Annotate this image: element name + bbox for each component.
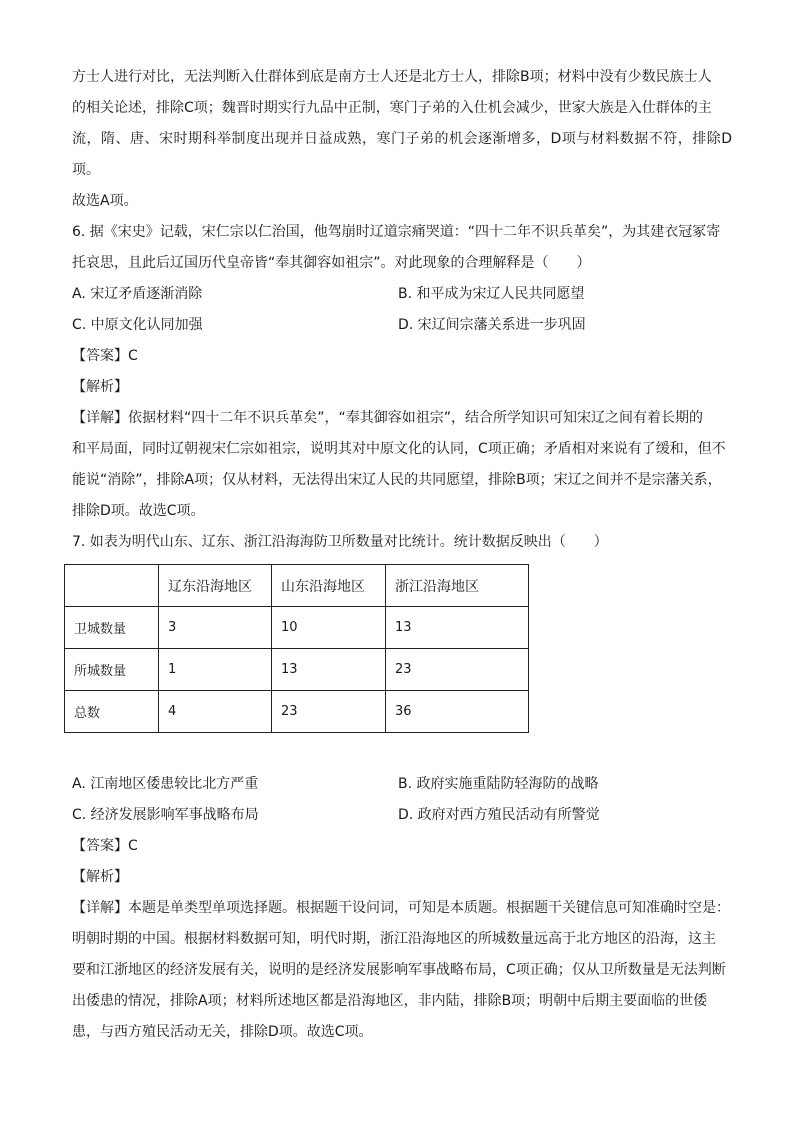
option-a: A. 宋辽矛盾逐渐消除 — [72, 286, 203, 302]
answer-line: 【答案】C — [72, 348, 138, 364]
table-cell: 所城数量 — [65, 649, 159, 691]
table-cell: 1 — [159, 649, 272, 691]
detail-line: 明朝时期的中国。根据材料数据可知，明代时期，浙江沿海地区的所城数量远高于北方地区的沿海，这主 — [72, 931, 716, 947]
text-line: 方士人进行对比，无法判断入仕群体到底是南方士人还是北方士人，排除B项；材料中没有少数民族士人 — [72, 69, 712, 85]
option-b: B. 政府实施重陆防轻海防的战略 — [398, 776, 599, 792]
table-cell: 卫城数量 — [65, 607, 159, 649]
option-b: B. 和平成为宋辽人民共同愿望 — [398, 286, 585, 302]
table-cell: 10 — [272, 607, 386, 649]
detail-line: 患，与西方殖民活动无关，排除D项。故选C项。 — [72, 1024, 373, 1040]
detail-line: 【详解】依据材料“四十二年不识兵革矣”，“奉其御容如祖宗”，结合所学知识可知宋辽之间有着长期的 — [72, 410, 704, 426]
table-cell: 4 — [159, 691, 272, 733]
options-row — [72, 800, 732, 831]
option-c: C. 中原文化认同加强 — [72, 317, 203, 333]
table-cell: 13 — [272, 649, 386, 691]
question-stem-line: 托哀思，且此后辽国历代皇帝皆“奉其御容如祖宗”。对此现象的合理解释是（ ） — [72, 255, 591, 271]
table-cell: 23 — [386, 649, 529, 691]
option-d: D. 政府对西方殖民活动有所警觉 — [398, 807, 600, 823]
table-cell: 36 — [386, 691, 529, 733]
option-a: A. 江南地区倭患较比北方严重 — [72, 776, 259, 792]
detail-line: 【详解】本题是单类型单项选择题。根据题干设问词，可知是本质题。根据题干关键信息可知准确时空是： — [72, 900, 730, 916]
detail-line: 出倭患的情况，排除A项；材料所述地区都是沿海地区，非内陆，排除B项；明朝中后期主要面临的世倭 — [72, 993, 708, 1009]
text-line: 流，隋、唐、宋时期科举制度出现并日益成熟，寒门子弟的机会逐渐增多，D项与材料数据不符，排除D项。 — [72, 131, 732, 178]
detail-line: 排除D项。故选C项。 — [72, 503, 205, 519]
table-cell: 总数 — [65, 691, 159, 733]
options-row — [72, 279, 732, 310]
question-stem-line: 6. 据《宋史》记载，宋仁宗以仁治国，他驾崩时辽道宗痛哭道：“四十二年不识兵革矣”，为其建衣冠冢寄 — [72, 224, 721, 240]
question-7 — [72, 527, 732, 1048]
detail-line: 能说“消除”，排除A项；仅从材料，无法得出宋辽人民的共同愿望，排除B项；宋辽之间并不是宗藩关系， — [72, 472, 722, 488]
table-cell: 23 — [272, 691, 386, 733]
table-header-row — [65, 565, 529, 607]
question-stem-line: 7. 如表为明代山东、辽东、浙江沿海海防卫所数量对比统计。统计数据反映出（ ） — [72, 534, 608, 550]
option-d: D. 宋辽间宗藩关系进一步巩固 — [398, 317, 586, 333]
document-page — [72, 62, 732, 1048]
question-6 — [72, 217, 732, 527]
table-header-cell: 浙江沿海地区 — [386, 565, 529, 607]
table-row — [65, 607, 529, 649]
table-header-cell: 山东沿海地区 — [272, 565, 386, 607]
table-row — [65, 649, 529, 691]
fortress-count-table — [64, 564, 529, 733]
intro-paragraph — [72, 62, 732, 217]
options-row — [72, 769, 732, 800]
text-line: 故选A项。 — [72, 193, 138, 209]
answer-line: 【答案】C — [72, 838, 138, 854]
analysis-label: 【解析】 — [72, 379, 128, 395]
detail-line: 和平局面，同时辽朝视宋仁宗如祖宗，说明其对中原文化的认同，C项正确；矛盾相对来说有了缓和，但不 — [72, 441, 726, 457]
options-row — [72, 310, 732, 341]
table-header-cell — [65, 565, 159, 607]
table-header-cell: 辽东沿海地区 — [159, 565, 272, 607]
text-line: 的相关论述，排除C项；魏晋时期实行九品中正制，寒门子弟的入仕机会减少，世家大族是入仕群体的主 — [72, 100, 712, 116]
analysis-label: 【解析】 — [72, 869, 128, 885]
option-c: C. 经济发展影响军事战略布局 — [72, 807, 259, 823]
table-cell: 3 — [159, 607, 272, 649]
detail-line: 要和江浙地区的经济发展有关，说明的是经济发展影响军事战略布局，C项正确；仅从卫所数量是无法判断 — [72, 962, 726, 978]
table-row — [65, 691, 529, 733]
table-cell: 13 — [386, 607, 529, 649]
